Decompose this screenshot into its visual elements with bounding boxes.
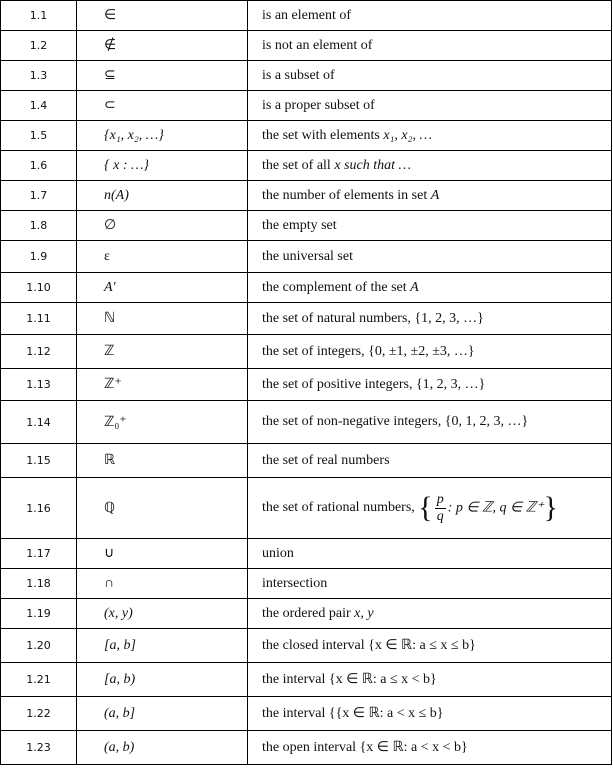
meaning-text: the number of elements in set: [262, 187, 431, 203]
meaning-text: the set of integers, {0, ±1, ±2, ±3, …}: [262, 343, 475, 359]
row-number: 1.15: [1, 444, 77, 478]
row-number: 1.18: [1, 569, 77, 599]
table-row: [1, 273, 612, 303]
table-row: [1, 61, 612, 91]
notation-meaning: [248, 121, 612, 151]
fraction: [435, 492, 446, 525]
notation-meaning: [248, 369, 612, 401]
notation-meaning: [248, 444, 612, 478]
meaning-text: the set of non-negative integers, {0, 1, 2, 3, …}: [262, 414, 529, 429]
meaning-text: the interval {x ∈ ℝ: a ≤ x < b}: [262, 672, 437, 687]
notation-symbol: ∅: [77, 211, 248, 241]
meaning-text: the set of rational numbers,: [262, 500, 419, 516]
notation-symbol: [a, b]: [77, 629, 248, 663]
row-number: 1.1: [1, 1, 77, 31]
row-number: 1.5: [1, 121, 77, 151]
fraction-denominator: q: [436, 508, 444, 524]
row-number: 1.22: [1, 697, 77, 731]
table-row: [1, 569, 612, 599]
notation-symbol: n(A): [77, 181, 248, 211]
row-number: 1.11: [1, 303, 77, 335]
open-brace: {: [418, 491, 433, 524]
table-row: [1, 1, 612, 31]
row-number: 1.6: [1, 151, 77, 181]
notation-symbol: ⊂: [77, 91, 248, 121]
notation-meaning: [248, 61, 612, 91]
notation-meaning: [248, 697, 612, 731]
notation-meaning: [248, 599, 612, 629]
notation-meaning: [248, 569, 612, 599]
notation-meaning: [248, 663, 612, 697]
meaning-text: the closed interval {x ∈ ℝ: a ≤ x ≤ b}: [262, 638, 476, 653]
rational-set-expression: [418, 491, 558, 525]
fraction-numerator: p: [436, 491, 444, 507]
meaning-text: the complement of the set: [262, 279, 411, 295]
row-number: 1.14: [1, 401, 77, 444]
notation-symbol: [a, b): [77, 663, 248, 697]
notation-meaning: [248, 335, 612, 369]
notation-meaning: [248, 539, 612, 569]
meaning-text: the universal set: [262, 248, 353, 264]
row-number: 1.8: [1, 211, 77, 241]
meaning-variable: A: [430, 187, 440, 203]
meaning-text: is an element of: [262, 7, 352, 23]
meaning-text: the interval {{x ∈ ℝ: a < x ≤ b}: [262, 706, 444, 721]
row-number: 1.19: [1, 599, 77, 629]
meaning-variable: x such that …: [334, 157, 411, 173]
table-row: [1, 539, 612, 569]
table-row: [1, 91, 612, 121]
notation-meaning: [248, 181, 612, 211]
notation-symbol: ε: [77, 241, 248, 273]
notation-symbol: { x : …}: [77, 151, 248, 181]
meaning-variable: x₁, x₂, …: [383, 127, 432, 143]
meaning-text: intersection: [262, 575, 328, 591]
row-number: 1.3: [1, 61, 77, 91]
table-row: [1, 478, 612, 539]
notation-meaning: [248, 478, 612, 539]
meaning-variable: x, y: [354, 605, 374, 621]
meaning-text: is not an element of: [262, 37, 373, 53]
table-row: [1, 629, 612, 663]
notation-meaning: [248, 151, 612, 181]
table-row: [1, 241, 612, 273]
row-number: 1.16: [1, 478, 77, 539]
row-number: 1.12: [1, 335, 77, 369]
notation-symbol: ∉: [77, 31, 248, 61]
notation-symbol: ℕ: [77, 303, 248, 335]
notation-meaning: [248, 629, 612, 663]
meaning-text: is a subset of: [262, 67, 335, 83]
close-brace: }: [543, 491, 558, 524]
table-row: [1, 599, 612, 629]
notation-meaning: [248, 273, 612, 303]
row-number: 1.2: [1, 31, 77, 61]
notation-symbol: (a, b]: [77, 697, 248, 731]
notation-symbol: {x₁, x₂, …}: [77, 121, 248, 151]
meaning-text: the empty set: [262, 217, 337, 233]
table-row: [1, 151, 612, 181]
table-row: [1, 181, 612, 211]
notation-meaning: [248, 401, 612, 444]
notation-symbol: (x, y): [77, 599, 248, 629]
row-number: 1.4: [1, 91, 77, 121]
table-row: [1, 663, 612, 697]
notation-meaning: [248, 211, 612, 241]
set-condition: : p ∈ ℤ, q ∈ ℤ⁺: [447, 500, 544, 516]
table-row: [1, 303, 612, 335]
notation-symbol: ∩: [77, 569, 248, 599]
notation-symbol: ℤ⁺: [77, 369, 248, 401]
meaning-text: the set with elements: [262, 127, 384, 143]
notation-meaning: [248, 303, 612, 335]
meaning-text: the set of all: [262, 157, 335, 173]
notation-meaning: [248, 731, 612, 765]
notation-symbol: (a, b): [77, 731, 248, 765]
row-number: 1.10: [1, 273, 77, 303]
notation-symbol: ℝ: [77, 444, 248, 478]
meaning-text: the set of natural numbers, {1, 2, 3, …}: [262, 310, 484, 326]
meaning-text: the set of positive integers, {1, 2, 3, …}: [262, 376, 486, 392]
notation-meaning: [248, 91, 612, 121]
meaning-text: the open interval {x ∈ ℝ: a < x < b}: [262, 740, 468, 755]
meaning-variable: A: [410, 279, 419, 295]
notation-meaning: [248, 31, 612, 61]
notation-symbol: A′: [77, 273, 248, 303]
table-row: [1, 444, 612, 478]
table-row: [1, 211, 612, 241]
row-number: 1.23: [1, 731, 77, 765]
row-number: 1.9: [1, 241, 77, 273]
notation-meaning: [248, 1, 612, 31]
meaning-text: is a proper subset of: [262, 97, 375, 113]
row-number: 1.20: [1, 629, 77, 663]
row-number: 1.13: [1, 369, 77, 401]
table-row: [1, 121, 612, 151]
notation-symbol: ⊆: [77, 61, 248, 91]
row-number: 1.7: [1, 181, 77, 211]
notation-table-body: [1, 1, 612, 765]
notation-symbol: ℤ: [77, 335, 248, 369]
table-row: [1, 697, 612, 731]
meaning-text: the set of real numbers: [262, 452, 390, 468]
notation-symbol: ∈: [77, 1, 248, 31]
notation-meaning: [248, 241, 612, 273]
row-number: 1.21: [1, 663, 77, 697]
notation-symbol: ℚ: [77, 478, 248, 539]
meaning-text: union: [262, 545, 294, 561]
row-number: 1.17: [1, 539, 77, 569]
table-row: [1, 31, 612, 61]
table-row: [1, 369, 612, 401]
table-row: [1, 401, 612, 444]
table-row: [1, 335, 612, 369]
meaning-text: the ordered pair: [262, 605, 355, 621]
table-row: [1, 731, 612, 765]
notation-symbol: ℤ₀⁺: [77, 401, 248, 444]
notation-symbol: ∪: [77, 539, 248, 569]
